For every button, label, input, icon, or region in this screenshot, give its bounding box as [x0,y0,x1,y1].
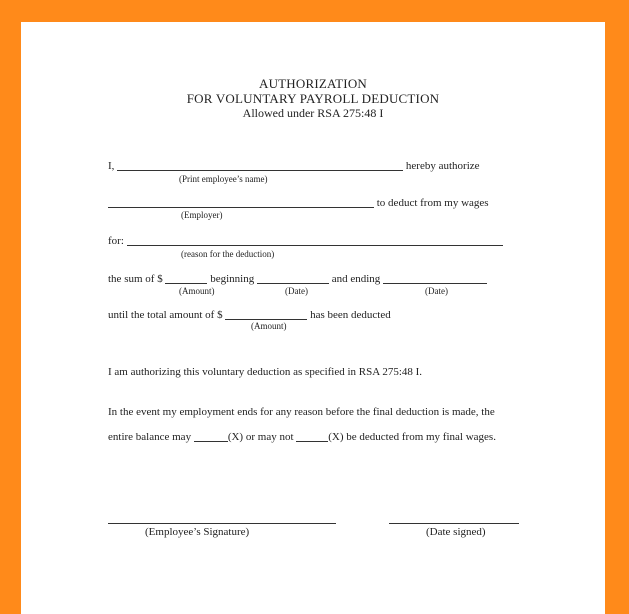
employer-suffix: to deduct from my wages [376,197,489,209]
date-signed-line[interactable] [389,523,519,524]
may-deduct-field[interactable] [194,430,228,442]
event-statement-part-c: (X) be deducted from my final wages. [328,431,496,443]
employer-field[interactable] [108,196,374,208]
employee-signature-label: (Employee’s Signature) [145,526,250,538]
reason-prefix: for: [108,235,124,247]
reason-row [108,233,528,249]
event-statement-line-1: In the event my employment ends for any reason before the final deduction is made, the [108,406,495,418]
ending-date-field[interactable] [383,272,487,284]
ending-label: and ending [331,273,381,285]
total-amount-suffix: has been deducted [310,309,391,321]
may-not-deduct-field[interactable] [296,430,328,442]
subtitle: Allowed under RSA 275:48 I [242,106,384,120]
total-amount-row [108,307,528,323]
total-amount-field[interactable] [225,308,307,320]
event-statement-part-b: (X) or may not [227,431,294,443]
employer-row [108,195,528,211]
reason-field[interactable] [127,234,503,246]
reason-hint: (reason for the deduction) [181,249,275,259]
sum-prefix: the sum of $ [108,273,163,285]
employee-name-field[interactable] [117,159,403,171]
beginning-date-hint: (Date) [285,286,308,296]
event-statement-line-2 [108,430,538,444]
employee-name-row [108,158,528,174]
sum-amount-hint: (Amount) [179,286,215,296]
sum-row [108,271,528,287]
total-amount-prefix: until the total amount of $ [108,309,223,321]
employee-name-hint: (Print employee’s name) [179,174,268,184]
authorization-statement: I am authorizing this voluntary deduction as specified in RSA 275:48 I. [108,366,423,378]
employer-hint: (Employer) [181,210,223,220]
employee-name-prefix: I, [108,160,115,172]
event-statement-part-a: entire balance may [108,431,192,443]
beginning-date-field[interactable] [257,272,329,284]
title-line-1: AUTHORIZATION [258,76,368,91]
total-amount-hint: (Amount) [251,321,287,331]
sum-amount-field[interactable] [165,272,207,284]
ending-date-hint: (Date) [425,286,448,296]
document-page [21,22,605,614]
date-signed-label: (Date signed) [426,526,486,538]
title-line-2: FOR VOLUNTARY PAYROLL DEDUCTION [186,91,440,106]
employee-signature-line[interactable] [108,523,336,524]
beginning-label: beginning [210,273,255,285]
employee-name-suffix: hereby authorize [405,160,480,172]
